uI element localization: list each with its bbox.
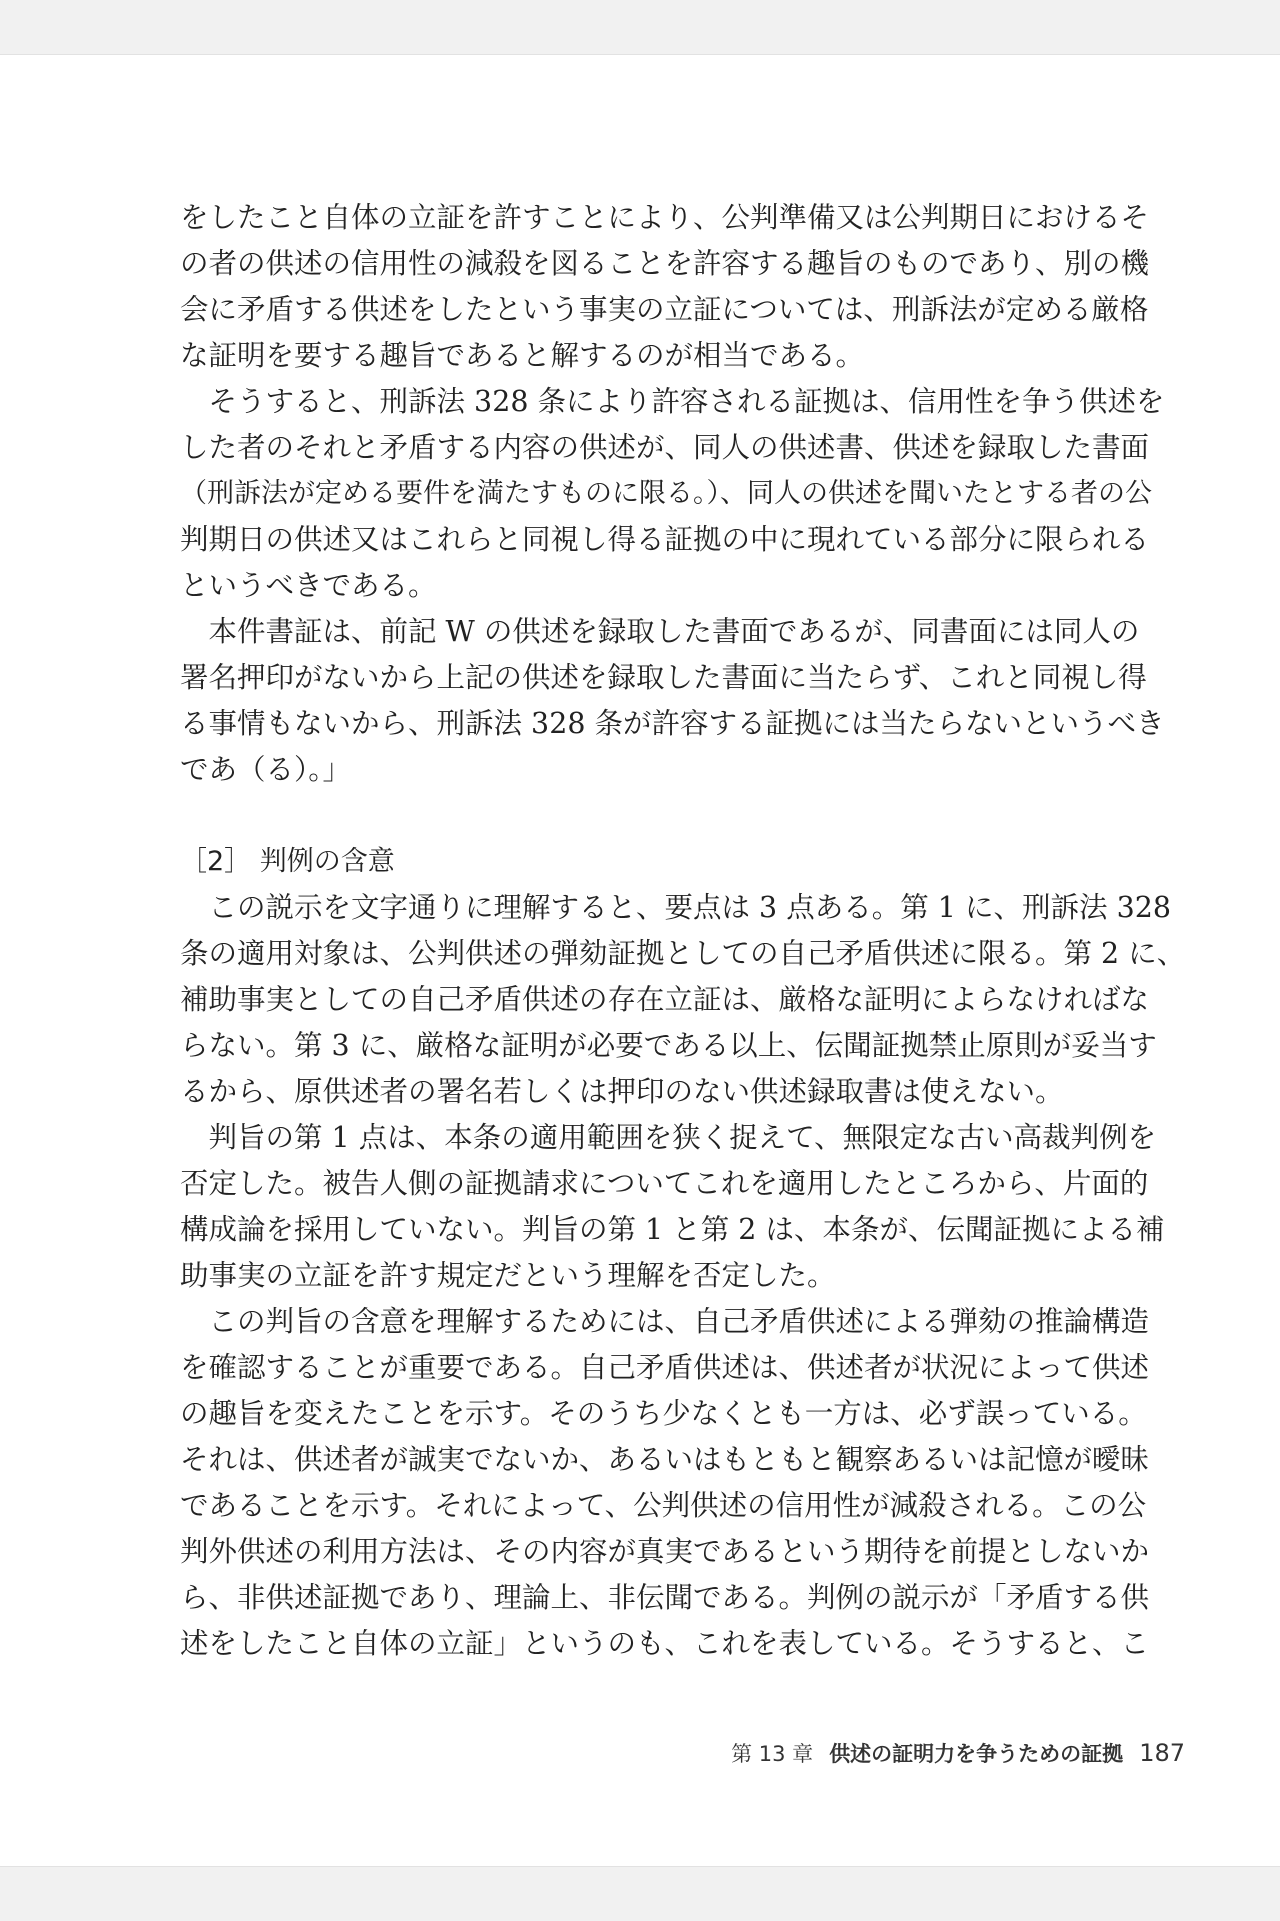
text-line: 判外供述の利用方法は、その内容が真実であるという期待を前提としないか: [180, 1535, 1150, 1568]
top-margin-band: [0, 0, 1280, 55]
text-line: 判旨の第 1 点は、本条の適用範囲を狭く捉えて、無限定な古い高裁判例を: [180, 1121, 1157, 1154]
footer-chapter: 第 13 章: [731, 1742, 814, 1766]
text-line: を確認することが重要である。自己矛盾供述は、供述者が状況によって供述: [180, 1351, 1150, 1384]
text-line: る事情もないから、刑訴法 328 条が許容する証拠には当たらないというべき: [180, 707, 1165, 740]
text-line: 構成論を採用していない。判旨の第 1 と第 2 は、本条が、伝聞証拠による補: [180, 1213, 1165, 1246]
text-line: な証明を要する趣旨であると解するのが相当である。: [180, 339, 865, 372]
text-line: であ（る）。」: [180, 753, 352, 786]
text-line: 会に矛盾する供述をしたという事実の立証については、刑訴法が定める厳格: [180, 293, 1149, 326]
text-line: 否定した。被告人側の証拠請求についてこれを適用したところから、片面的: [180, 1167, 1149, 1200]
text-line: の趣旨を変えたことを示す。そのうち少なくとも一方は、必ず誤っている。: [180, 1397, 1147, 1430]
text-line: 助事実の立証を許す規定だという理解を否定した。: [180, 1259, 836, 1292]
text-line: 述をしたこと自体の立証」というのも、これを表している。そうすると、こ: [180, 1627, 1150, 1660]
body-text: [180, 195, 1186, 1667]
text-line: 署名押印がないから上記の供述を録取した書面に当たらず、これと同視し得: [180, 661, 1147, 694]
page-number: 187: [1139, 1739, 1185, 1767]
text-line: それは、供述者が誠実でないか、あるいはもともと観察あるいは記憶が曖昧: [180, 1443, 1150, 1476]
running-footer: [731, 1738, 1185, 1768]
text-line: そうすると、刑訴法 328 条により許容される証拠は、信用性を争う供述を: [180, 385, 1165, 418]
text-line: した者のそれと矛盾する内容の供述が、同人の供述書、供述を録取した書面: [180, 431, 1150, 464]
text-line: （刑訴法が定める要件を満たすものに限る。）、同人の供述を聞いたとする者の公: [180, 478, 1152, 509]
text-line: であることを示す。それによって、公判供述の信用性が減殺される。この公: [180, 1489, 1147, 1522]
text-line: ら、非供述証拠であり、理論上、非伝聞である。判例の説示が「矛盾する供: [180, 1581, 1150, 1614]
text-line: 条の適用対象は、公判供述の弾劾証拠としての自己矛盾供述に限る。第 2 に、: [180, 937, 1186, 970]
text-line: をしたこと自体の立証を許すことにより、公判準備又は公判期日におけるそ: [180, 201, 1150, 234]
text-line: 本件書証は、前記 W の供述を録取した書面であるが、同書面には同人の: [180, 615, 1140, 648]
bottom-margin-band: [0, 1866, 1280, 1921]
text-line: この判旨の含意を理解するためには、自己矛盾供述による弾劾の推論構造: [180, 1305, 1150, 1338]
text-line: 判期日の供述又はこれらと同視し得る証拠の中に現れている部分に限られる: [180, 523, 1150, 556]
text-line: らない。第 3 に、厳格な証明が必要である以上、伝聞証拠禁止原則が妥当す: [180, 1029, 1157, 1062]
footer-chapter-title: 供述の証明力を争うための証拠: [829, 1742, 1124, 1766]
section-heading: ［2］ 判例の含意: [180, 846, 395, 877]
section-gap: [180, 793, 1142, 839]
text-line: というべきである。: [180, 569, 437, 602]
text-line: の者の供述の信用性の減殺を図ることを許容する趣旨のものであり、別の機: [180, 247, 1150, 280]
text-line: 補助事実としての自己矛盾供述の存在立証は、厳格な証明によらなければな: [180, 983, 1150, 1016]
text-line: この説示を文字通りに理解すると、要点は 3 点ある。第 1 に、刑訴法 328: [180, 891, 1171, 924]
text-line: るから、原供述者の署名若しくは押印のない供述録取書は使えない。: [180, 1075, 1064, 1108]
